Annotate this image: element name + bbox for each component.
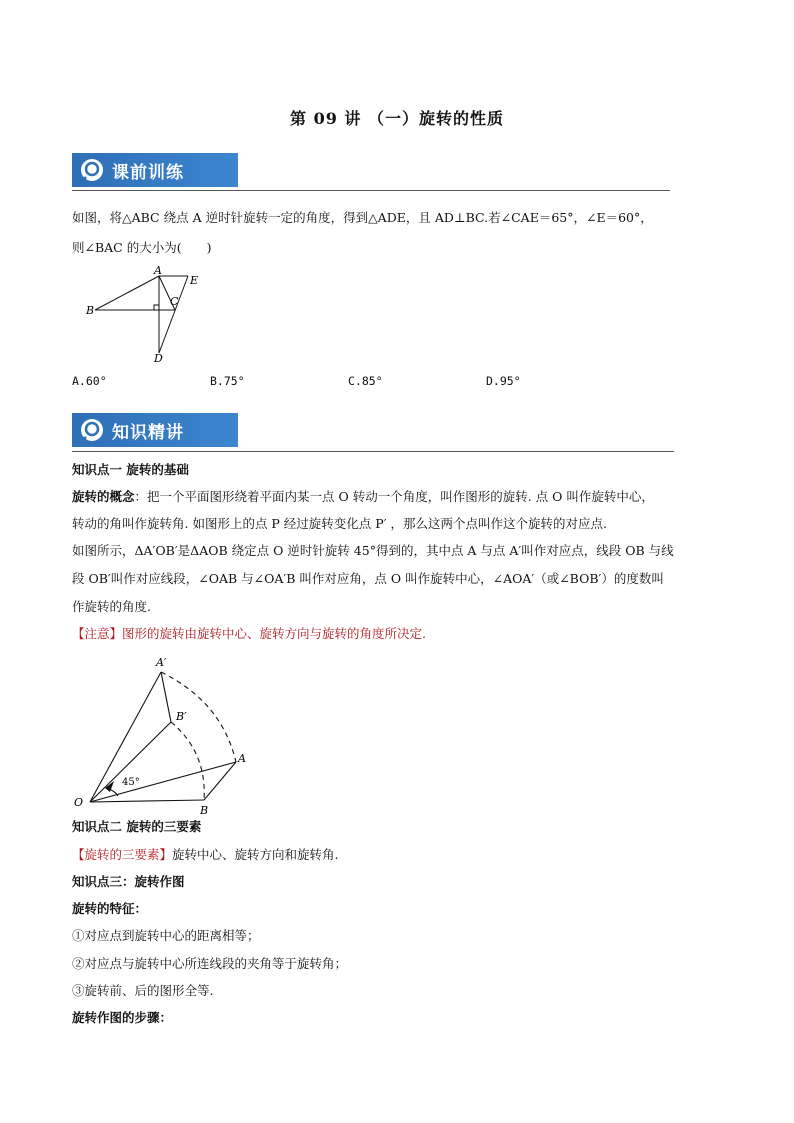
k1-concept-line-1: [72, 488, 654, 506]
option-a: A.60°: [72, 374, 107, 388]
label-B: B: [86, 304, 95, 317]
k2-tag: 【旋转的三要素】: [72, 847, 173, 862]
k2-heading: 知识点二 旋转的三要素: [72, 819, 202, 834]
note-text: 图形的旋转由旋转中心、旋转方向与旋转的角度所决定.: [122, 626, 426, 641]
question-line-1: 如图，将△ABC 绕点 A 逆时针旋转一定的角度，得到△ADE，且 AD⊥BC.若∠CAE＝65°，∠E＝60°，: [72, 210, 653, 225]
option-b: B.75°: [210, 374, 245, 388]
label-A: A: [238, 752, 246, 765]
k3-features-label: 旋转的特征：: [72, 901, 148, 916]
label-B: B: [200, 804, 209, 817]
label-E: E: [190, 274, 199, 287]
k3-item-1: ①对应点到旋转中心的距离相等；: [72, 928, 260, 943]
label-B-prime: B′: [176, 710, 187, 723]
k1-note: [72, 625, 426, 643]
k3-heading: 知识点三：旋转作图: [72, 874, 185, 889]
k3-item-3: ③旋转前、后的图形全等.: [72, 983, 214, 998]
note-tag: 【注意】: [72, 626, 123, 641]
banner-title: 课前训练: [112, 163, 184, 183]
question-line-2: 则∠BAC 的大小为( ): [72, 240, 212, 255]
page-title: 第 09 讲 （一）旋转的性质: [290, 109, 504, 128]
triangle-figure: [80, 266, 210, 366]
magnifier-logo-icon: [80, 418, 104, 442]
label-A: A: [154, 266, 162, 277]
option-c: C.85°: [348, 374, 383, 388]
concept-text: ：把一个平面图形绕着平面内某一点 O 转动一个角度，叫作图形的旋转. 点 O 叫作旋转中心，: [134, 489, 654, 504]
k2-text: 旋转中心、旋转方向和旋转角.: [172, 847, 339, 862]
option-d: D.95°: [486, 374, 521, 388]
k1-example-line-1: 如图所示，ΔA′OB′是ΔAOB 绕定点 O 逆时针旋转 45°得到的，其中点 A 与点 A′叫作对应点，线段 OB 与线: [72, 543, 674, 558]
label-A-prime: A′: [156, 656, 167, 669]
label-O: O: [74, 796, 84, 809]
banner-title: 知识精讲: [112, 423, 184, 443]
label-D: D: [154, 352, 163, 365]
k1-example-line-3: 作旋转的角度.: [72, 599, 151, 614]
k1-example-line-2: 段 OB′叫作对应线段，∠OAB 与∠OA′B 叫作对应角，点 O 叫作旋转中心，∠AOA′（或∠BOB′）的度数叫: [72, 571, 664, 586]
angle-label: 45°: [122, 777, 140, 788]
k2-content: [72, 846, 339, 864]
k3-item-2: ②对应点与旋转中心所连线段的夹角等于旋转角；: [72, 956, 348, 971]
k3-steps-label: 旋转作图的步骤：: [72, 1010, 173, 1025]
rotation-figure: [72, 652, 272, 818]
k1-heading: 知识点一 旋转的基础: [72, 462, 189, 477]
divider: [72, 451, 674, 452]
magnifier-logo-icon: [80, 158, 104, 182]
label-C: C: [170, 295, 179, 308]
section-banner-pre-class: [72, 153, 238, 187]
divider: [72, 190, 670, 191]
section-banner-knowledge: [72, 413, 238, 447]
k1-concept-line-2: 转动的角叫作旋转角. 如图形上的点 P 经过旋转变化点 P′ ，那么这两个点叫作这个旋转的对应点.: [72, 516, 607, 531]
concept-label: 旋转的概念: [72, 489, 135, 504]
